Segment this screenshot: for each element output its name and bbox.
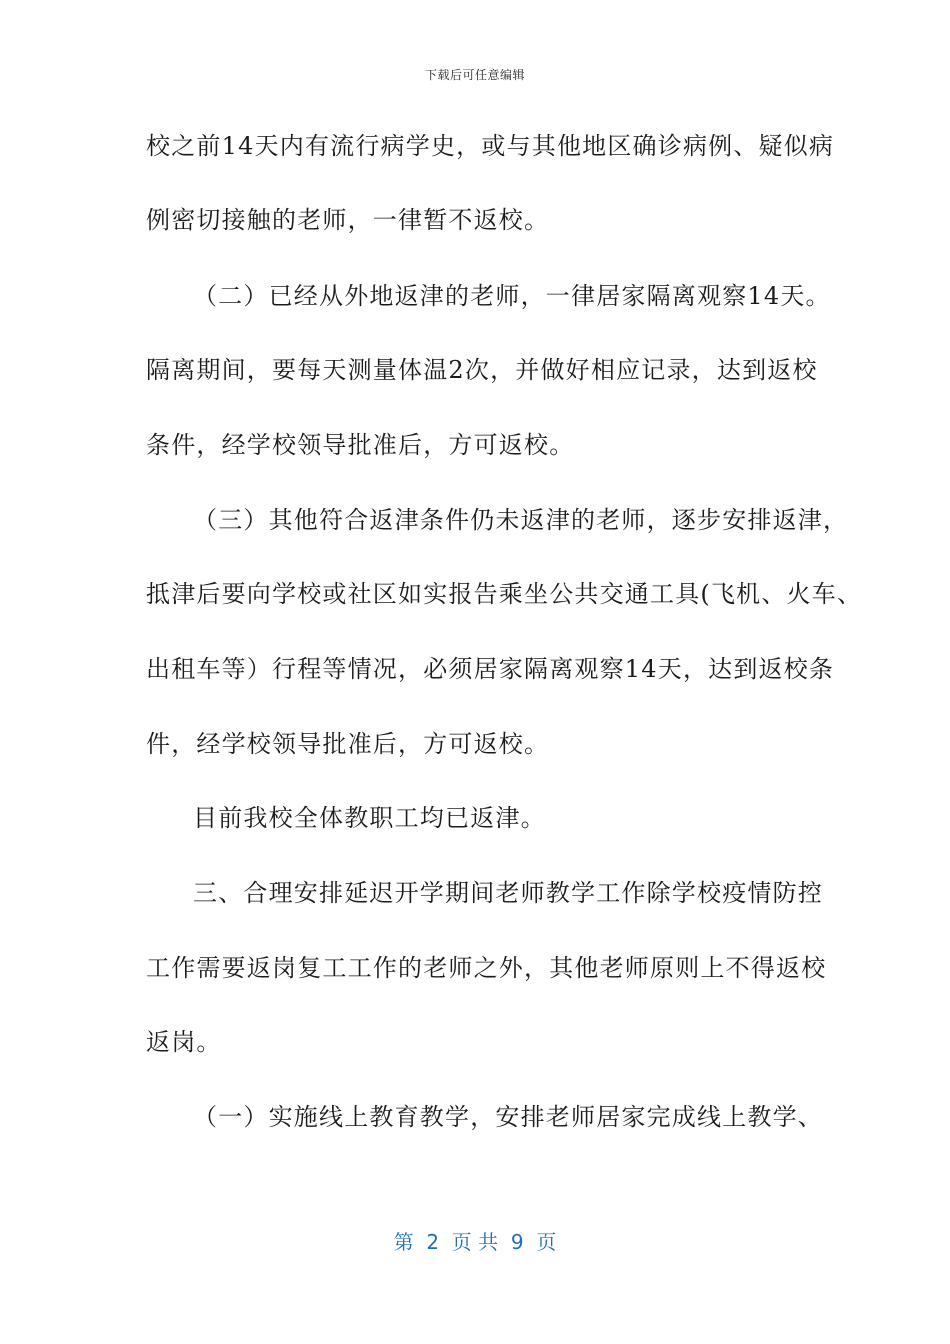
- body-line-12: 工作需要返岗复工工作的老师之外，其他老师原则上不得返校: [146, 954, 827, 982]
- body-line-14: （一）实施线上教育教学，安排老师居家完成线上教学、: [193, 1103, 823, 1131]
- body-line-1: 校之前14天内有流行病学史，或与其他地区确诊病例、疑似病: [146, 132, 835, 160]
- page-footer: [0, 1226, 950, 1255]
- body-line-2: 例密切接触的老师，一律暂不返校。: [146, 206, 550, 234]
- body-line-10: 目前我校全体教职工均已返津。: [193, 804, 546, 832]
- body-line-7: 抵津后要向学校或社区如实报告乘坐公共交通工具(飞机、火车、: [146, 580, 863, 608]
- body-line-4: 隔离期间，要每天测量体温2次，并做好相应记录，达到返校: [146, 356, 818, 384]
- page-number: 第 2 页 共 9 页: [393, 1230, 557, 1254]
- body-line-8: 出租车等）行程等情况，必须居家隔离观察14天，达到返校条: [146, 655, 835, 683]
- body-line-5: 条件，经学校领导批准后，方可返校。: [146, 431, 575, 459]
- body-line-6: （三）其他符合返津条件仍未返津的老师，逐步安排返津，: [193, 506, 849, 534]
- body-line-3: （二）已经从外地返津的老师，一律居家隔离观察14天。: [193, 282, 831, 310]
- body-line-13: 返岗。: [146, 1028, 222, 1056]
- page-header: 下载后可任意编辑: [424, 68, 525, 82]
- body-line-11: 三、合理安排延迟开学期间老师教学工作除学校疫情防控: [193, 879, 823, 907]
- body-line-9: 件，经学校领导批准后，方可返校。: [146, 730, 550, 758]
